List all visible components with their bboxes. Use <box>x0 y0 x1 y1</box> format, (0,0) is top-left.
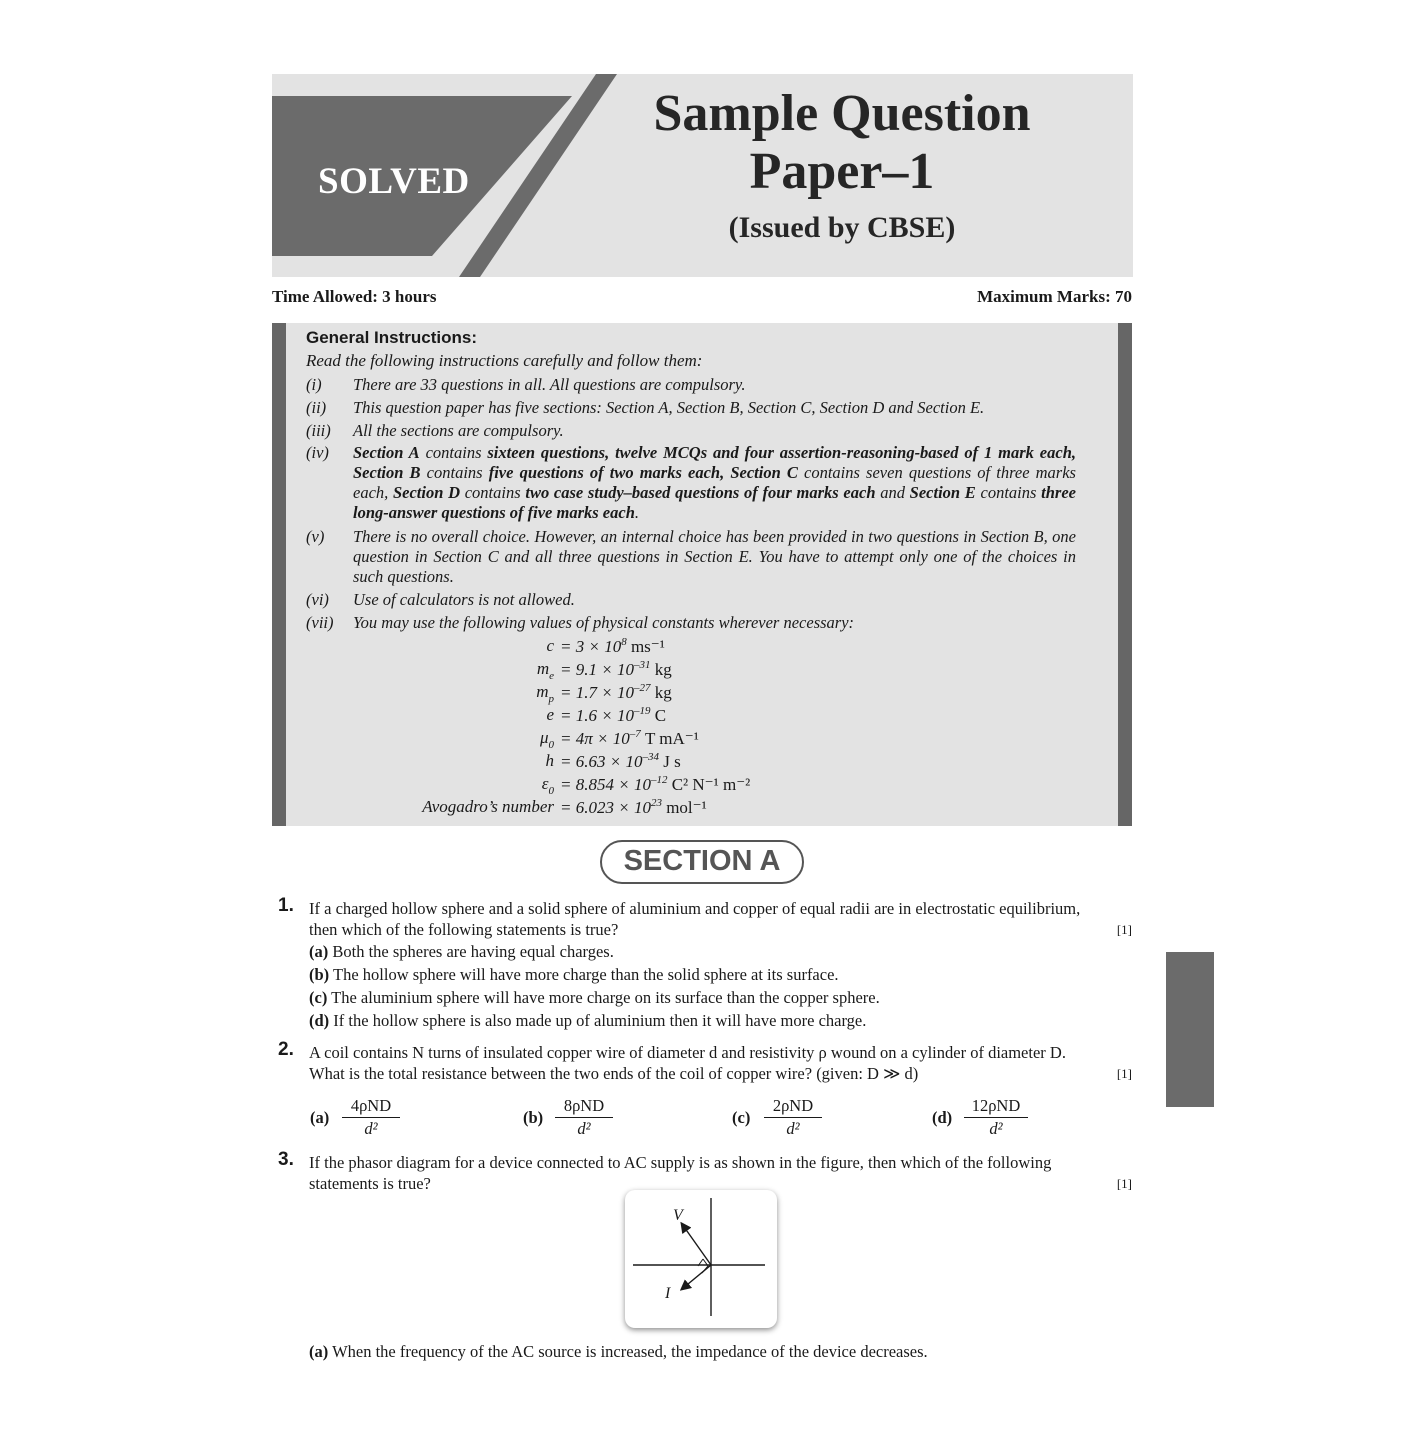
constant-symbol: h <box>545 751 554 770</box>
option-label: (d) <box>309 1011 330 1030</box>
fraction <box>764 1096 822 1139</box>
denominator: d² <box>786 1119 800 1138</box>
numerator: 2ρND <box>764 1096 822 1118</box>
time-allowed: Time Allowed: 3 hours <box>272 287 437 306</box>
constant-symbol: $\varepsilon_0$ <box>541 774 554 797</box>
constant-value: = $3 \times 10^8$ ms⁻¹ <box>560 636 665 656</box>
instruction-text: This question paper has five sections: Section A, Section B, Section C, Section D and Section E. <box>353 398 985 417</box>
instruction-number: (iii) <box>306 421 331 440</box>
question-text: What is the total resistance between the two ends of the coil of copper wire? (given: D ≫ d) <box>309 1064 919 1083</box>
general-instructions-box <box>272 323 1132 826</box>
constant-value: = $1.7 \times 10^{-27}$ kg <box>560 682 672 702</box>
constant-value: = $9.1 \times 10^{-31}$ kg <box>560 659 672 679</box>
maximum-marks: Maximum Marks: 70 <box>977 287 1132 306</box>
constant-symbol: e <box>546 705 554 724</box>
option-text: The aluminium sphere will have more charge on its surface than the copper sphere. <box>331 988 880 1007</box>
question-text: A coil contains N turns of insulated copper wire of diameter d and resistivity ρ wound on a cylinder of diameter D. <box>309 1043 1066 1062</box>
question-number: 3. <box>278 1149 294 1170</box>
question-text: then which of the following statements is true? <box>309 920 619 939</box>
option-label: (d) <box>932 1108 953 1127</box>
fraction <box>964 1096 1028 1139</box>
instruction-text: All the sections are compulsory. <box>353 421 564 440</box>
page-subtitle: (Issued by CBSE) <box>728 211 956 244</box>
constant-symbol: $\mu_0$ <box>539 728 554 751</box>
option-label: (a) <box>310 1108 330 1127</box>
constant-value: = $6.023 \times 10^{23}$ mol⁻¹ <box>560 797 707 817</box>
question-marks: [1] <box>1116 1176 1132 1191</box>
numerator: 8ρND <box>555 1096 613 1118</box>
instruction-number: (ii) <box>306 398 327 417</box>
constant-value: = $6.63 \times 10^{-34}$ J s <box>560 751 681 771</box>
option-text: The hollow sphere will have more charge than the solid sphere at its surface. <box>333 965 839 984</box>
constant-value: = $4\pi \times 10^{-7}$ T mA⁻¹ <box>560 728 699 748</box>
constant-symbol: Avogadro’s number <box>422 797 554 816</box>
constant-value: = $1.6 \times 10^{-19}$ C <box>560 705 667 725</box>
current-label: I <box>665 1285 671 1302</box>
instruction-text: You may use the following values of physical constants wherever necessary: <box>353 613 855 632</box>
question-text: If the phasor diagram for a device connected to AC supply is as shown in the figure, then which of the following <box>309 1153 1052 1172</box>
question-option <box>309 965 839 985</box>
option-label: (c) <box>732 1108 751 1127</box>
fraction <box>342 1096 400 1139</box>
instruction-text: There is no overall choice. However, an internal choice has been provided in two questions in Section B, one question in Section C and all three questions in Section E. You have to attempt only one of the choices in such questions. <box>353 527 1076 586</box>
denominator: d² <box>989 1119 1003 1138</box>
section-a-heading: SECTION A <box>600 840 804 884</box>
constant-value: = $8.854 \times 10^{-12}$ C² N⁻¹ m⁻² <box>560 774 751 794</box>
question-text: If a charged hollow sphere and a solid sphere of aluminium and copper of equal radii are in electrostatic equilibrium, <box>309 899 1081 918</box>
denominator: d² <box>364 1119 378 1138</box>
question-option <box>309 1011 866 1031</box>
instruction-number: (vi) <box>306 590 329 609</box>
question-marks: [1] <box>1116 1066 1132 1081</box>
denominator: d² <box>577 1119 591 1138</box>
instructions-intro: Read the following instructions carefully and follow them: <box>306 351 703 370</box>
question-marks: [1] <box>1116 922 1132 937</box>
option-text: When the frequency of the AC source is increased, the impedance of the device decreases. <box>332 1342 928 1361</box>
instruction-text: Use of calculators is not allowed. <box>353 590 575 609</box>
option-label: (b) <box>309 965 330 984</box>
numerator: 12ρND <box>964 1096 1028 1118</box>
question-option <box>309 1342 928 1362</box>
option-text: If the hollow sphere is also made up of aluminium then it will have more charge. <box>333 1011 867 1030</box>
instruction-number: (i) <box>306 375 322 394</box>
question-text: statements is true? <box>309 1174 431 1193</box>
constant-symbol: $m_p$ <box>536 682 554 705</box>
option-label: (a) <box>309 1342 329 1361</box>
voltage-label: V <box>673 1207 683 1224</box>
constant-symbol: $m_e$ <box>536 659 554 682</box>
solved-badge: SOLVED <box>318 161 470 202</box>
page-title-line2: Paper–1 <box>749 143 935 200</box>
instruction-number: (iv) <box>306 443 329 462</box>
option-label: (a) <box>309 942 329 961</box>
instruction-text: There are 33 questions in all. All questions are compulsory. <box>353 375 746 394</box>
option-text: Both the spheres are having equal charges. <box>332 942 614 961</box>
question-option <box>309 988 880 1008</box>
option-label: (c) <box>309 988 328 1007</box>
phasor-diagram <box>625 1190 777 1328</box>
option-label: (b) <box>523 1108 544 1127</box>
question-option <box>309 942 614 962</box>
instructions-heading: General Instructions: <box>306 328 477 347</box>
title-banner <box>272 74 1133 277</box>
instruction-text: Section A contains sixteen questions, twelve MCQs and four assertion-reasoning-based of 1 mark each, Section B contains five questions of two marks each, Section C contains seven questions of three marks each, Section D contains two case study–based questions of four marks each and Section E contains three long-answer questions of five marks each. <box>353 443 1077 522</box>
question-number: 1. <box>278 895 294 916</box>
side-tab <box>1166 952 1214 1107</box>
page-title: Sample Question <box>653 85 1031 142</box>
instruction-number: (v) <box>306 527 325 546</box>
fraction <box>555 1096 613 1139</box>
constant-symbol: c <box>546 636 554 655</box>
instruction-number: (vii) <box>306 613 334 632</box>
question-number: 2. <box>278 1039 294 1060</box>
numerator: 4ρND <box>342 1096 400 1118</box>
